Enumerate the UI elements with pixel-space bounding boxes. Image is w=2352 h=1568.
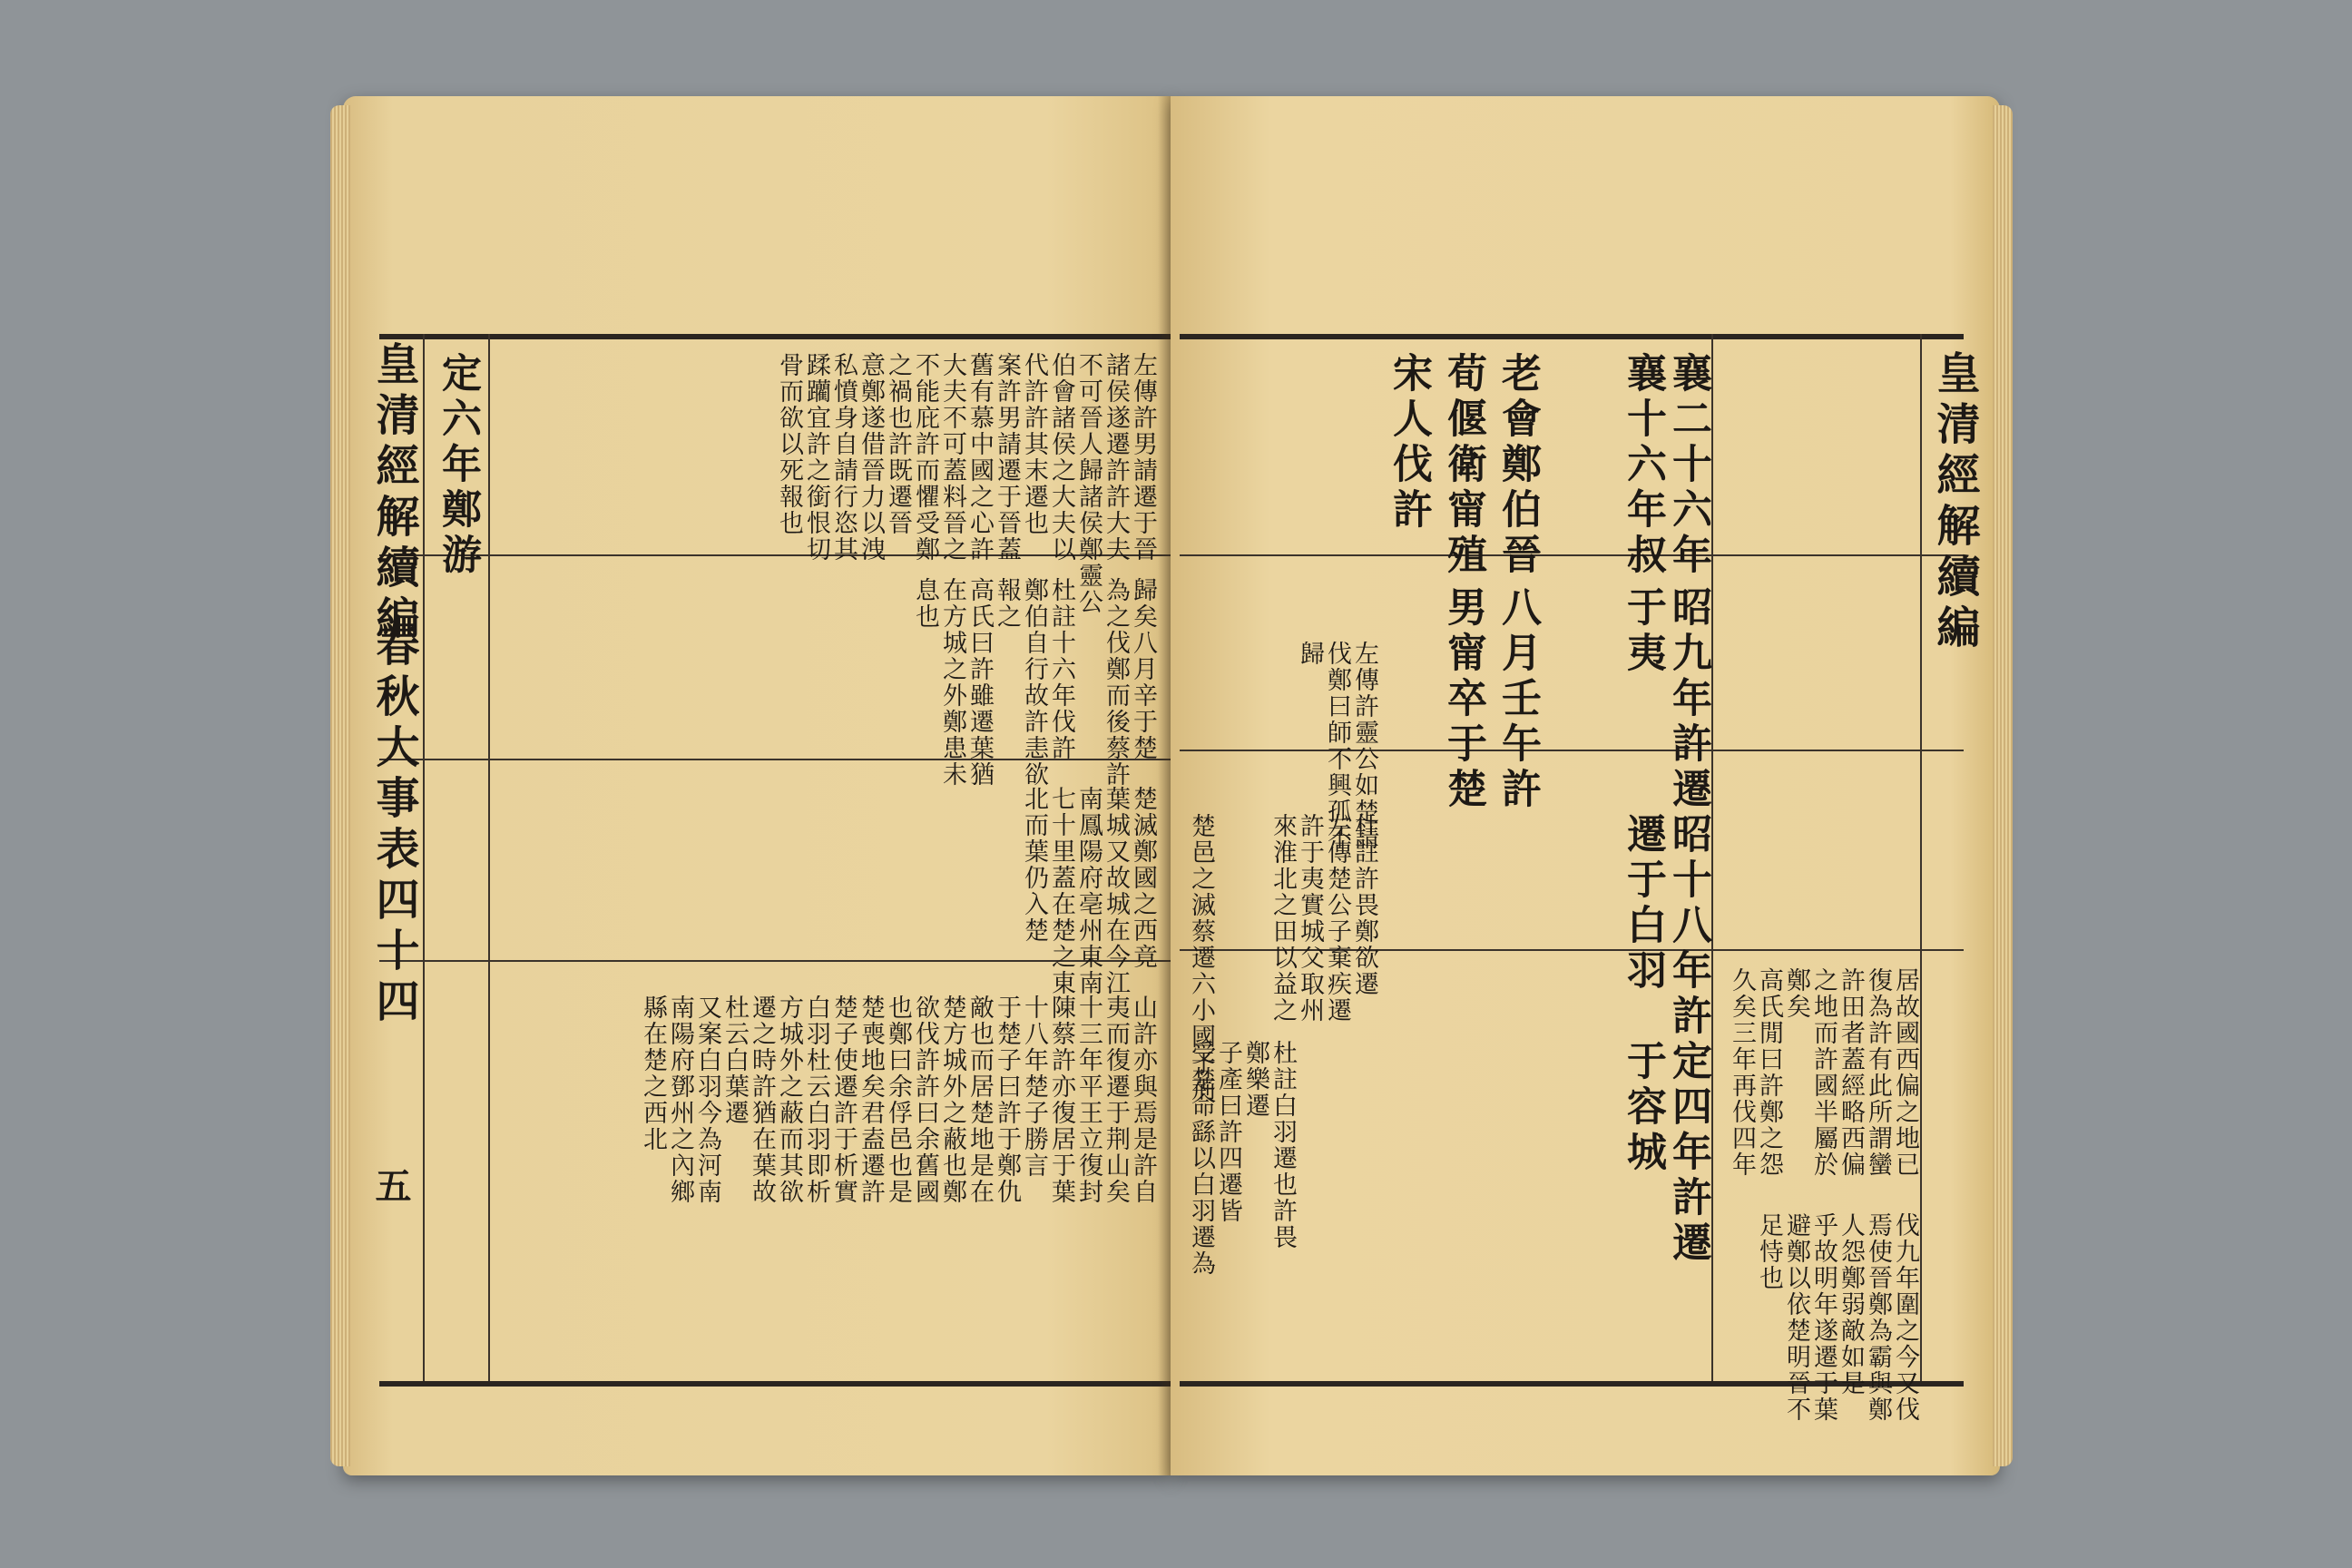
note-line: 高氏閒曰許鄭之怨 [1755,967,1783,1178]
left-page [343,96,1171,1475]
note-line: 伯會諸侯之大夫以 [1047,352,1075,563]
note-line: 欲伐許許曰余舊國 [911,995,939,1205]
page-number: 五 [369,1167,412,1203]
note-line: 北而葉仍入楚 [1020,786,1048,944]
note-line: 蹂躪宜許之銜恨切 [802,352,830,563]
note-line: 楚子使遷許于析實 [829,995,858,1205]
note-line: 骨而欲以死報也 [775,352,803,536]
entry-line: 昭十八年許 [1665,813,1711,1040]
right-spine-line [1920,334,1922,1381]
note-line: 舊有慕中國之心許 [965,352,994,563]
note-line: 報之 [993,577,1021,630]
note-line: 許于夷實城父取州 [1296,813,1324,1024]
entry-line: 昭九年許遷 [1665,586,1711,813]
note-line: 夷而復遷于荆山矣 [1102,995,1130,1205]
note-line: 楚方城外之蔽也鄭 [938,995,966,1205]
note-line: 案許男請遷于晉蓋 [993,352,1021,563]
note-line: 十三年平王立復封 [1074,995,1102,1205]
entry-line: 于夷 [1620,586,1666,677]
page-edges-left [330,105,350,1466]
note-line: 杜註白羽遷也許畏 [1269,1040,1297,1250]
note-line: 之地而許國半屬於 [1809,967,1838,1178]
note-line: 之禍也許既遷晉 [884,352,912,536]
note-line: 代許許其末遷也 [1020,352,1048,536]
entry-line: 宋人伐許 [1386,352,1432,534]
note-line: 為之伐鄭而後蔡許 [1102,577,1130,788]
right-row-divider-1 [1180,554,1964,556]
note-line: 葉城又故城在今江 [1102,786,1130,996]
note-line: 杜註十六年伐許 [1047,577,1075,761]
left-heading-line [488,334,490,1381]
note-line: 來淮北之田以益之 [1269,813,1297,1024]
entry-line: 于容城 [1620,1040,1666,1176]
note-line: 鄭樂遷 [1241,1040,1269,1119]
entry-line: 襄二十六年 [1665,352,1711,579]
note-line: 南陽府鄧州之內鄉 [666,995,694,1205]
entry-line: 遷于白羽 [1620,813,1666,995]
left-spine-line [423,334,425,1381]
note-line: 人怨鄭弱敵如是 [1837,1212,1865,1396]
note-line: 歸矣八月辛于楚 [1129,577,1157,761]
note-line: 不可晉人歸諸侯鄭靈公 [1074,352,1102,615]
note-line: 諸侯遂遷許許大夫 [1102,352,1130,563]
note-line: 陳蔡許亦復居于葉 [1047,995,1075,1205]
note-line: 鄭矣 [1782,967,1810,1020]
note-line: 杜註許畏鄭欲遷 [1350,813,1378,997]
note-line: 在方城之外鄭患未 [938,577,966,788]
note-line: 十八年楚子勝言 [1020,995,1048,1179]
right-page [1171,96,2000,1475]
note-line: 許田者蓋經略西偏 [1837,967,1865,1178]
spine-title-left: 皇清經解續編 [368,341,419,646]
note-line: 敵也而居楚地是在 [965,995,994,1205]
note-line: 杜云白葉遷 [720,995,749,1126]
note-line: 伐鄭曰師不興孤不 [1323,641,1351,851]
open-book [343,96,2000,1475]
note-line: 又案白羽今為河南 [693,995,721,1205]
note-line: 受楚命繇以白羽遷為 [1187,1040,1215,1277]
note-line: 遷之時許猶在葉故 [748,995,776,1205]
note-line: 居故國西偏之地已 [1891,967,1919,1178]
page-edges-right [1993,105,2013,1466]
spine-title-right: 皇清經解續編 [1929,350,1980,655]
spine-section: 春秋大事表四十四 [368,622,419,1029]
note-line: 不能庇許而懼受鄭 [911,352,939,563]
note-line: 足恃也 [1755,1212,1783,1291]
note-line: 子產曰許四遷皆 [1214,1040,1242,1224]
note-line: 方城外之蔽而其欲 [775,995,803,1205]
note-line: 左傳許靈公如楚請 [1350,641,1378,851]
note-line: 縣在楚之西北 [639,995,667,1152]
entry-line: 襄十六年叔 [1620,352,1666,579]
note-line: 左傳許男請遷于晉 [1129,352,1157,563]
note-line: 于楚子曰許于鄭仇 [993,995,1021,1205]
right-row-divider-2 [1180,750,1964,751]
note-line: 楚滅鄭國之西竟 [1129,786,1157,970]
note-line: 高氏曰許雖遷葉猶 [965,577,994,788]
note-line: 復為許有此所謂蠻 [1864,967,1892,1178]
entry-line: 老會鄭伯晉 [1494,352,1541,579]
note-line: 鄭伯自行故許恚欲 [1020,577,1048,788]
note-line: 伐九年圍之今又伐 [1891,1212,1919,1423]
note-line: 左傳楚公子棄疾遷 [1323,813,1351,1024]
note-line: 山許亦與焉是許自 [1129,995,1157,1205]
right-main-divider [1711,334,1713,1381]
note-line: 乎故明年遂遷于葉 [1809,1212,1838,1423]
note-line: 避鄭以依楚明晉不 [1782,1212,1810,1423]
entry-line: 荀偃衛甯殖 [1440,352,1486,579]
note-line: 白羽杜云白羽即析 [802,995,830,1205]
note-line: 楚邑之滅蔡遷六小國于荊 [1187,813,1215,1102]
note-line: 久矣三年再伐四年 [1728,967,1756,1178]
entry-line: 定四年許遷 [1665,1040,1711,1267]
note-line: 意鄭遂借晉力以洩 [857,352,885,563]
entry-line: 八月壬午許 [1494,586,1541,813]
note-line: 息也 [911,577,939,630]
entry-heading-left: 定六年鄭游 [435,352,481,579]
note-line: 楚喪地矣君盍遷許 [857,995,885,1205]
note-line: 焉使晉鄭為霸與鄭 [1864,1212,1892,1423]
entry-line: 男甯卒于楚 [1440,586,1486,813]
note-line: 大夫不可蓋料晉之 [938,352,966,563]
note-line: 七十里蓋在楚之東 [1047,786,1075,996]
note-line: 南鳳陽府亳州東南 [1074,786,1102,996]
note-line: 也鄭曰余俘邑也是 [884,995,912,1205]
note-line: 私憤身自請行恣其 [829,352,858,563]
note-line: 歸 [1296,641,1324,667]
